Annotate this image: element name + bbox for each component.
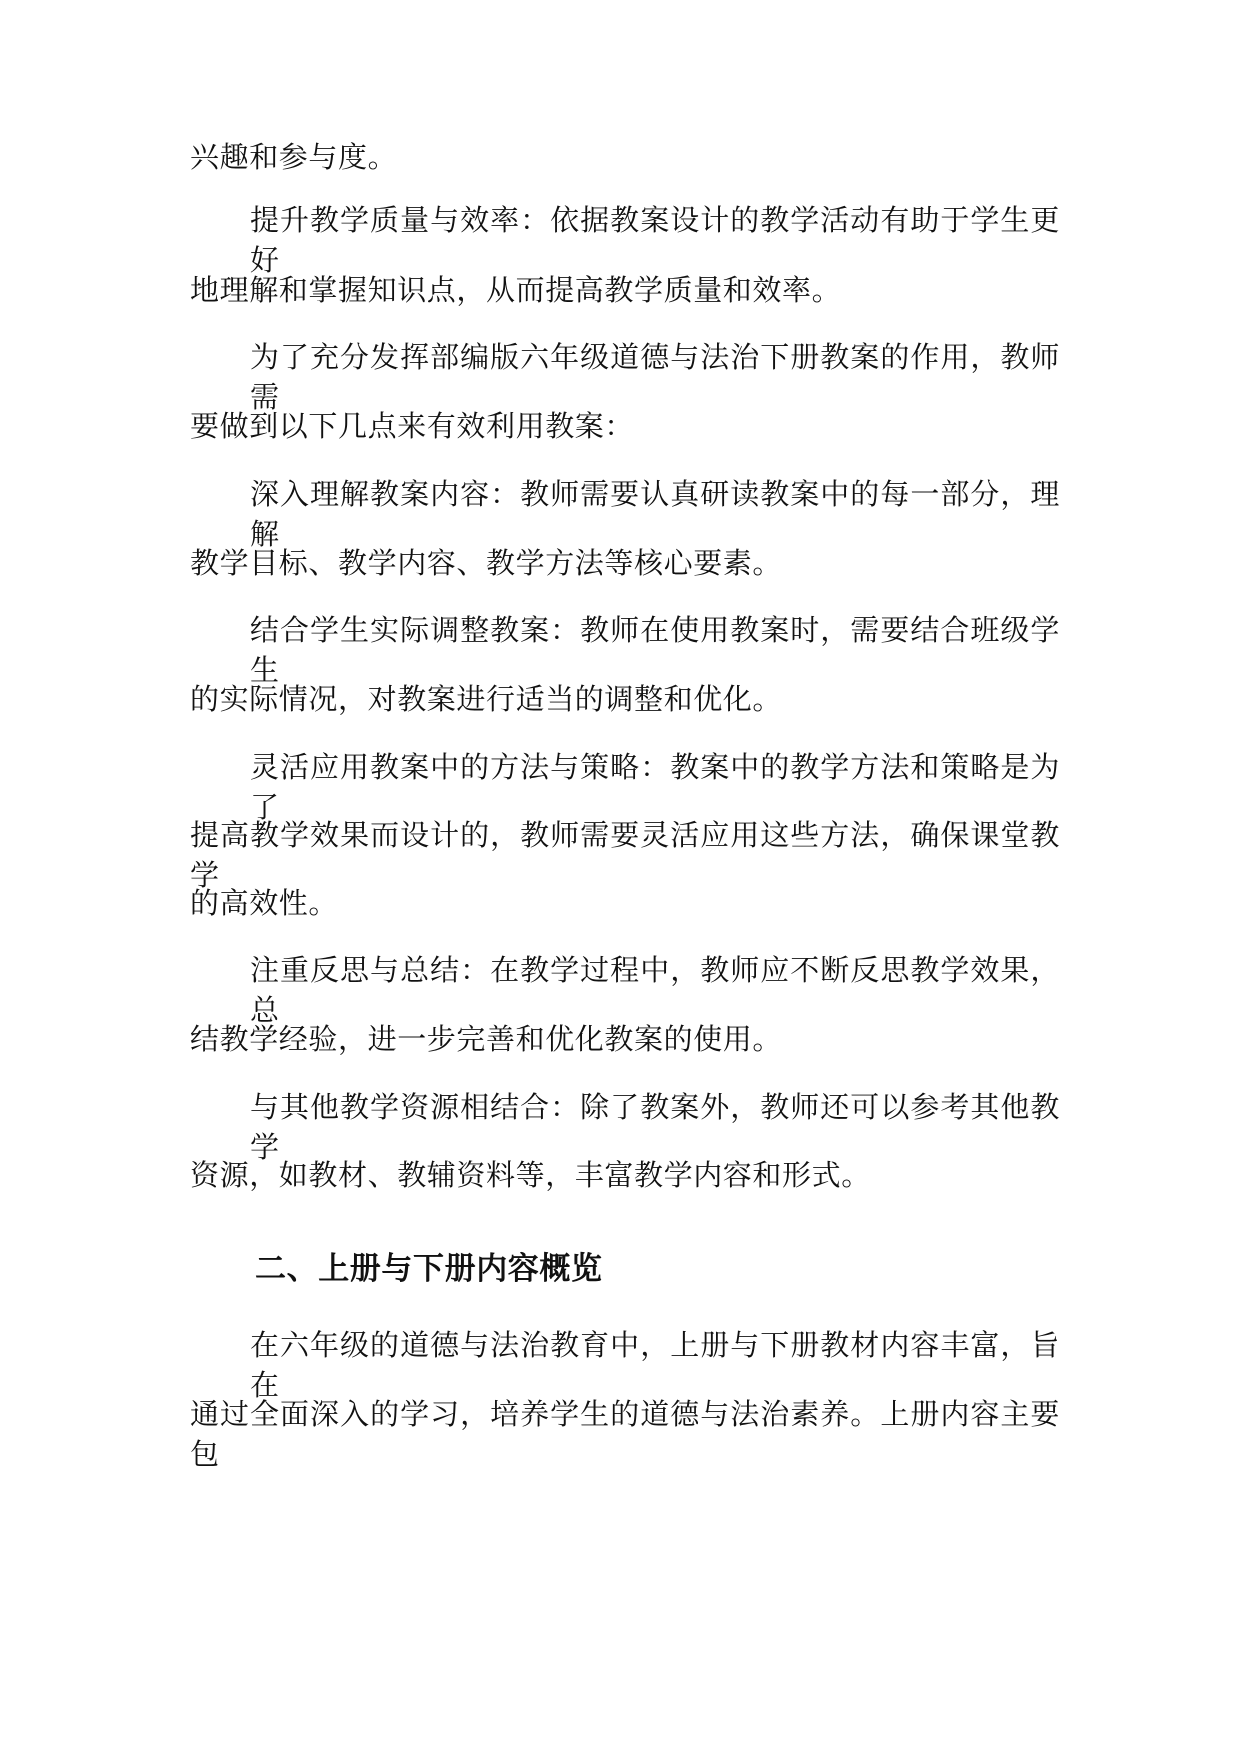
paragraph-line: 为了充分发挥部编版六年级道德与法治下册教案的作用，教师需 — [250, 340, 1060, 414]
paragraph-line: 地理解和掌握知识点，从而提高教学质量和效率。 — [190, 273, 842, 307]
paragraph-line: 提升教学质量与效率：依据教案设计的教学活动有助于学生更好 — [250, 203, 1060, 277]
paragraph-line: 兴趣和参与度。 — [190, 140, 398, 174]
paragraph-line: 灵活应用教案中的方法与策略：教案中的教学方法和策略是为了 — [250, 750, 1060, 824]
section-heading: 二、上册与下册内容概览 — [255, 1251, 603, 1287]
paragraph-line: 通过全面深入的学习，培养学生的道德与法治素养。上册内容主要包 — [190, 1397, 1060, 1471]
paragraph-line: 教学目标、教学内容、教学方法等核心要素。 — [190, 546, 783, 580]
paragraph-line: 资源，如教材、教辅资料等，丰富教学内容和形式。 — [190, 1158, 871, 1192]
paragraph-line: 结教学经验，进一步完善和优化教案的使用。 — [190, 1022, 783, 1056]
paragraph-line: 深入理解教案内容：教师需要认真研读教案中的每一部分，理解 — [250, 477, 1060, 551]
paragraph-line: 要做到以下几点来有效利用教案： — [190, 409, 635, 443]
paragraph-line: 注重反思与总结：在教学过程中，教师应不断反思教学效果，总 — [250, 953, 1060, 1027]
paragraph-line: 结合学生实际调整教案：教师在使用教案时，需要结合班级学生 — [250, 613, 1060, 687]
paragraph-line: 的实际情况，对教案进行适当的调整和优化。 — [190, 682, 783, 716]
paragraph-line: 提高教学效果而设计的，教师需要灵活应用这些方法，确保课堂教学 — [190, 818, 1060, 892]
paragraph-line: 与其他教学资源相结合：除了教案外，教师还可以参考其他教学 — [250, 1090, 1060, 1164]
paragraph-line: 在六年级的道德与法治教育中，上册与下册教材内容丰富，旨在 — [250, 1328, 1060, 1402]
paragraph-line: 的高效性。 — [190, 886, 339, 920]
